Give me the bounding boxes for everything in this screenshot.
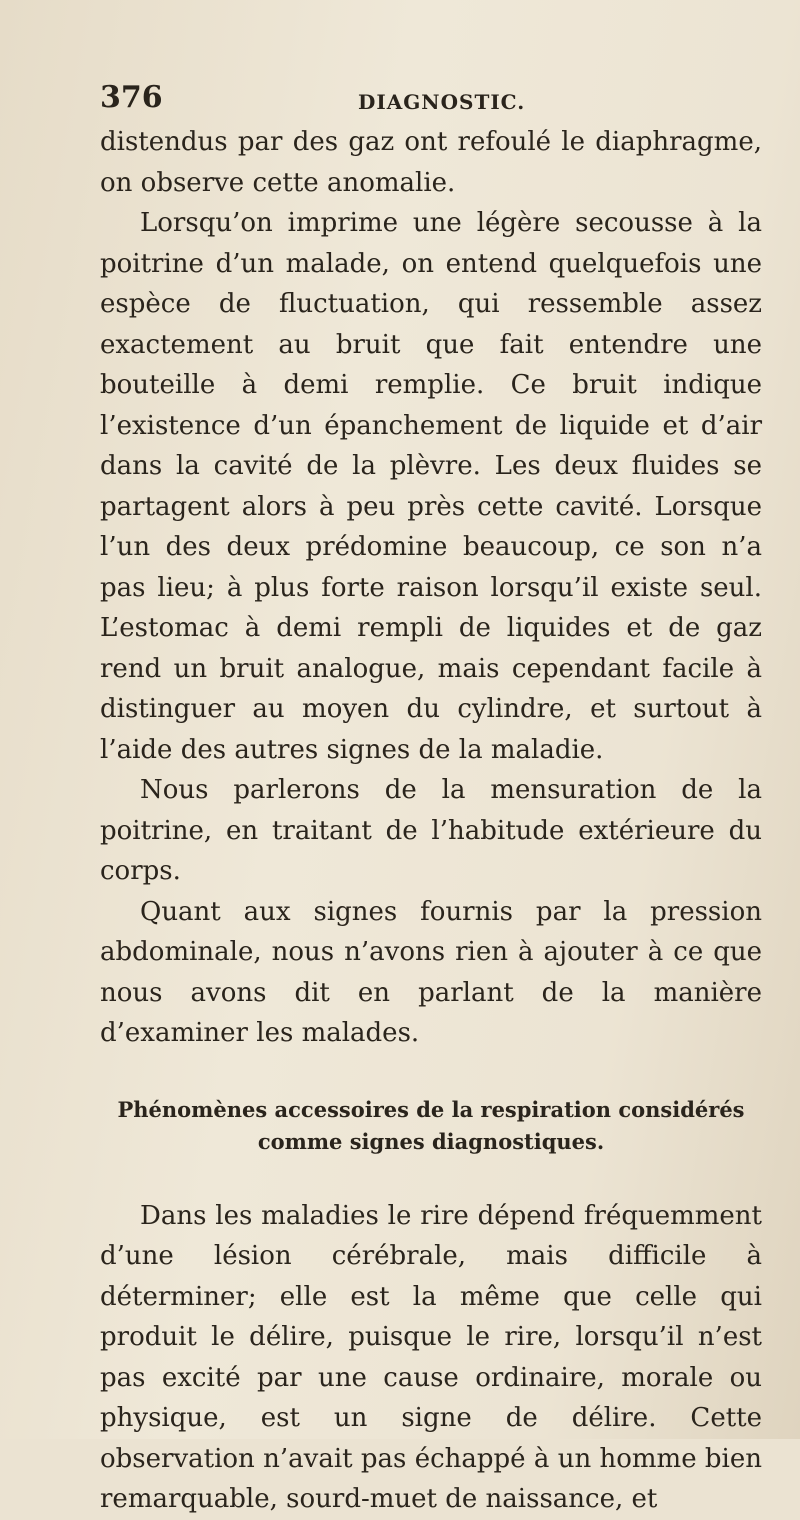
page-header: [100, 80, 760, 120]
section-title: Phénomènes accessoires de la respiration considérés comme signes diagnostiques.: [117, 1096, 745, 1154]
paragraph-rire: Dans les maladies le rire dépend fréquemment d’une lésion cérébrale, mais difficile à déterminer; elle est la même que celle qui produit le délire, puisque le rire, lorsqu’il n’est pas excité par une cause ordinaire, morale ou physique, est un signe de délire. Cette observation n’avait pas échappé à un homme bien remarquable, sourd-muet de naissance, et: [100, 1200, 762, 1514]
body-text: [100, 122, 762, 1520]
running-head: DIAGNOSTIC.: [358, 90, 526, 114]
paragraph-continued: distendus par des gaz ont refoulé le diaphragme, on observe cette anomalie.: [100, 127, 762, 198]
paragraph-fluctuation: Lorsqu’on imprime une légère secousse à la poitrine d’un malade, on entend quelquefois une espèce de fluctuation, qui ressemble assez exactement au bruit que fait entendre une bouteille à demi remplie. Ce bruit indique l’existence d’un épanchement de liquide et d’air dans la cavité de la plèvre. Les deux fluides se partagent alors à peu près cette cavité. Lorsque l’un des deux prédomine beaucoup, ce son n’a pas lieu; à plus forte raison lorsqu’il existe seul. L’estomac à demi rempli de liquides et de gaz rend un bruit analogue, mais cependant facile à distinguer au moyen du cylindre, et surtout à l’aide des autres signes de la maladie.: [100, 208, 762, 765]
paragraph-pression-abdominale: Quant aux signes fournis par la pression abdominale, nous n’avons rien à ajouter à ce que nous avons dit en parlant de la manière d’examiner les malades.: [100, 896, 762, 1048]
paragraph-mensuration: Nous parlerons de la mensuration de la poitrine, en traitant de l’habitude extérieure du corps.: [100, 775, 762, 886]
page-number: 376: [100, 80, 163, 115]
